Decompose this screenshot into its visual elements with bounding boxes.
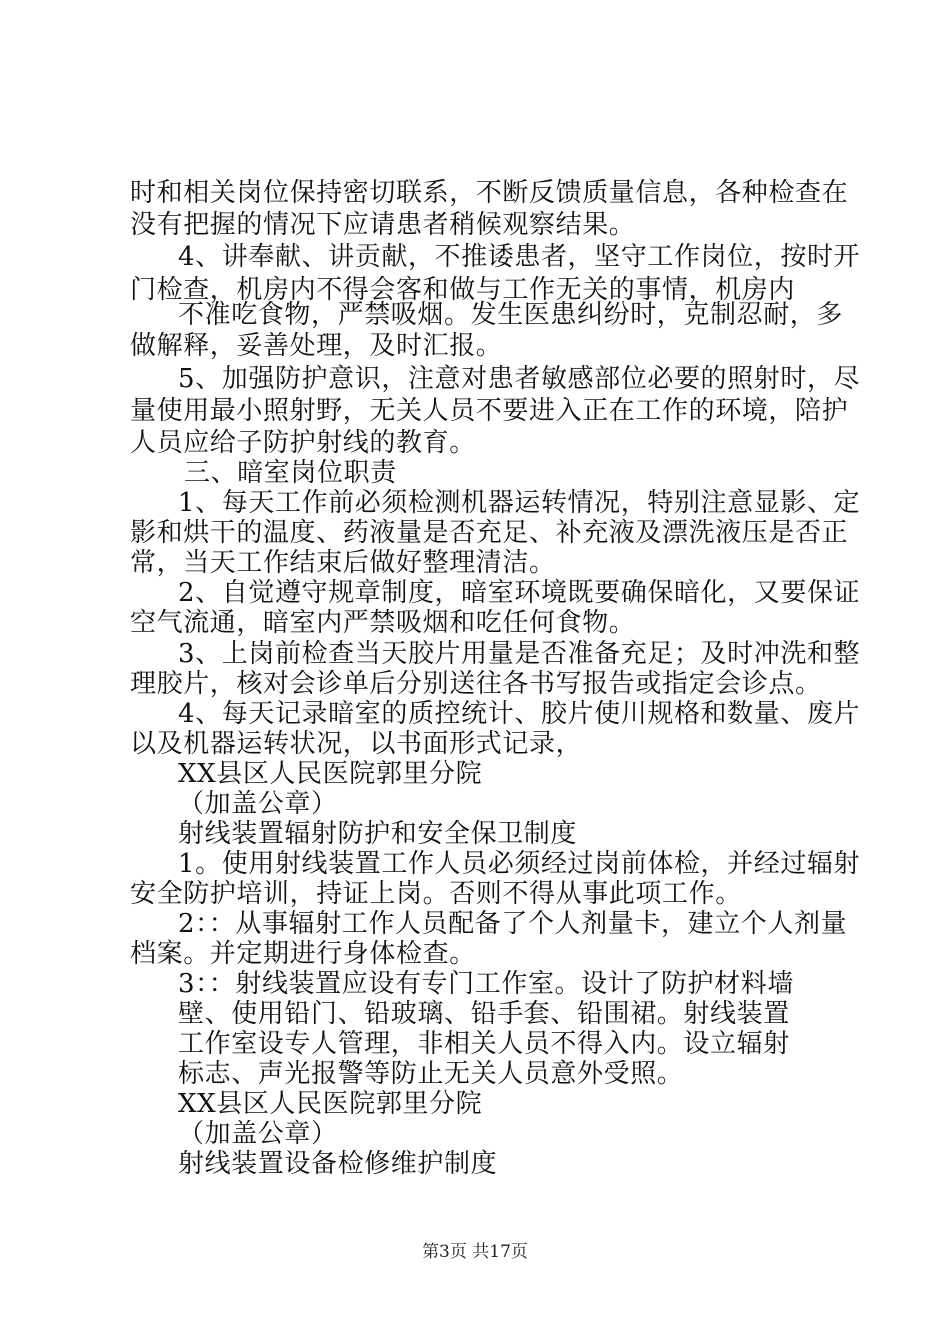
text-line: 安全防护培训，持证上岗。否则不得从事此项工作。 [130,879,742,909]
seal-note: （加盖公章） [178,789,338,819]
text-line: 档案。并定期进行身体检查。 [130,939,476,969]
text-line: 5、加强防护意识，注意对患者敏感部位必要的照射时，尽 [178,364,861,394]
text-line: 以及机器运转状况，以书面形式记录， [130,729,583,759]
text-line: 门检查，机房内不得会客和做与工作无关的事情，机房内 [130,275,796,305]
organization-name: XX县区人民医院郭里分院 [178,1089,483,1119]
text-line: 量使用最小照射野，无关人员不要进入正在工作的环境，陪护 [130,396,849,426]
text-line: 3：：射线装置应设有专门工作室。设计了防护材料墙 [178,969,794,999]
text-line: 标志、声光报警等防止无关人员意外受照。 [178,1059,684,1089]
text-line: 3、上岗前检查当天胶片用量是否准备充足；及时冲洗和整 [178,639,861,669]
text-line: 壁、使用铅门、铅玻璃、铅手套、铅围裙。射线装置 [178,999,790,1029]
section-heading: 射线装置辐射防护和安全保卫制度 [178,819,578,849]
text-line: 影和烘干的温度、药液量是否充足、补充液及漂洗液压是否正 [130,518,849,548]
text-line: 常，当天工作结束后做好整理清洁。 [130,548,556,578]
section-heading: 射线装置设备检修维护制度 [178,1149,498,1179]
text-line: 1。使用射线装置工作人员必须经过岗前体检，并经过辐射 [178,849,861,879]
text-line: 2：：从事辐射工作人员配备了个人剂量卡，建立个人剂量 [178,909,848,939]
text-line: 不准吃食物，严禁吸烟。发生医患纠纷时，克制忍耐，多 [178,300,844,330]
text-line: 2、自觉遵守规章制度，暗室环境既要确保暗化，又要保证 [178,578,861,608]
section-heading: 三、暗室岗位职责 [184,458,397,488]
text-line: 没有把握的情况下应请患者稍候观察结果。 [130,210,636,240]
text-line: 4、每天记录暗室的质控统计、胶片使川规格和数量、废片 [178,699,861,729]
text-line: 时和相关岗位保持密切联系，不断反馈质量信息，各种检查在 [130,178,849,208]
text-line: 1、每天工作前必须检测机器运转情况，特别注意显影、定 [178,488,861,518]
text-line: 人员应给子防护射线的教育。 [130,428,476,458]
text-line: 4、讲奉献、讲贡献，不推诿患者，坚守工作岗位，按时开 [178,242,861,272]
text-line: 理胶片，核对会诊单后分别送往各书写报告或指定会诊点。 [130,669,822,699]
organization-name: XX县区人民医院郭里分院 [178,759,483,789]
text-line: 空气流通，暗室内严禁吸烟和吃任何食物。 [130,608,636,638]
seal-note: （加盖公章） [178,1119,338,1149]
text-line: 做解释，妥善处理，及时汇报。 [130,331,503,361]
page-footer: 第3页 共17页 [422,1242,528,1262]
text-line: 工作室设专人管理，非相关人员不得入内。设立辐射 [178,1029,790,1059]
